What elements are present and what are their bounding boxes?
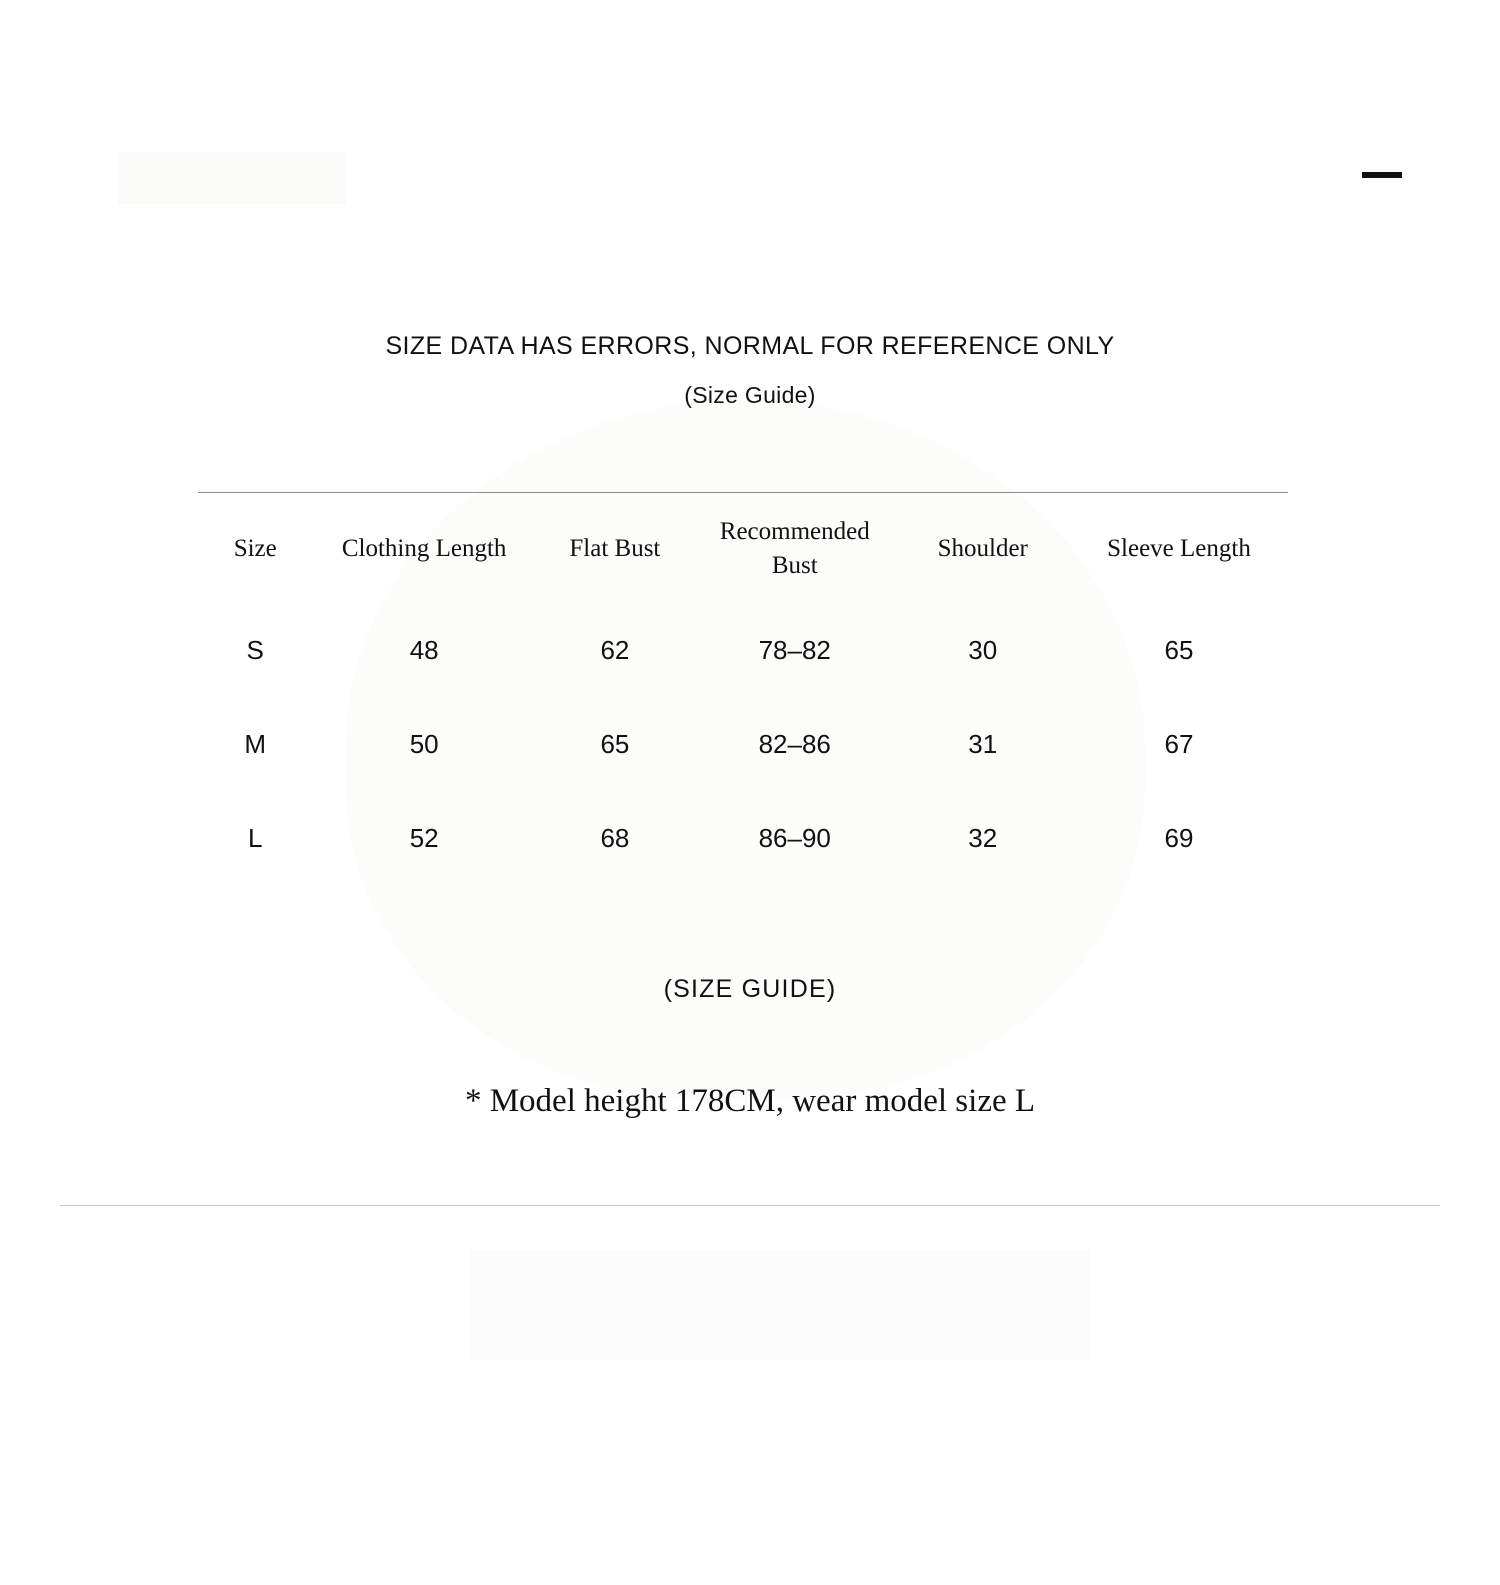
model-height-note: * Model height 178CM, wear model size L bbox=[464, 1083, 1036, 1119]
column-header-shoulder: Shoulder bbox=[937, 534, 1028, 562]
cell-size: L bbox=[247, 822, 263, 853]
cell-shoulder: 31 bbox=[968, 728, 998, 759]
cell-size: S bbox=[246, 634, 264, 665]
cell-flat-bust: 62 bbox=[600, 634, 630, 665]
cell-clothing-length: 50 bbox=[409, 728, 439, 759]
background-artifact-top-left bbox=[118, 152, 346, 204]
cell-flat-bust: 65 bbox=[600, 728, 630, 759]
page-title: SIZE DATA HAS ERRORS, NORMAL FOR REFERENCE ONLY bbox=[385, 332, 1115, 360]
table-row bbox=[198, 791, 1288, 885]
size-chart-table bbox=[198, 493, 1288, 885]
cell-sleeve-length: 65 bbox=[1164, 634, 1194, 665]
cell-flat-bust: 68 bbox=[600, 822, 630, 853]
cell-recommended-bust: 86–90 bbox=[758, 822, 831, 853]
column-header-size: Size bbox=[233, 534, 277, 562]
table-row bbox=[198, 597, 1288, 697]
table-header-row bbox=[198, 493, 1288, 597]
column-header-flat-bust: Flat Bust bbox=[569, 534, 661, 562]
cell-clothing-length: 48 bbox=[409, 634, 439, 665]
cell-sleeve-length: 67 bbox=[1164, 728, 1194, 759]
size-guide-caption: (SIZE GUIDE) bbox=[663, 975, 837, 1003]
column-header-recommended-bust: Recommended Bust bbox=[719, 518, 870, 579]
cell-clothing-length: 52 bbox=[409, 822, 439, 853]
dash-mark-icon bbox=[1362, 172, 1402, 178]
cell-shoulder: 32 bbox=[968, 822, 998, 853]
column-header-clothing-length: Clothing Length bbox=[341, 534, 507, 562]
size-table-container bbox=[198, 492, 1288, 885]
background-artifact-bottom bbox=[470, 1250, 1090, 1360]
page-bottom-divider bbox=[60, 1205, 1440, 1206]
cell-size: M bbox=[244, 728, 267, 759]
table-row bbox=[198, 697, 1288, 791]
column-header-sleeve-length: Sleeve Length bbox=[1107, 534, 1251, 562]
cell-sleeve-length: 69 bbox=[1164, 822, 1194, 853]
cell-recommended-bust: 82–86 bbox=[758, 728, 831, 759]
cell-recommended-bust: 78–82 bbox=[758, 634, 831, 665]
cell-shoulder: 30 bbox=[968, 634, 998, 665]
page-subtitle: (Size Guide) bbox=[684, 382, 816, 408]
